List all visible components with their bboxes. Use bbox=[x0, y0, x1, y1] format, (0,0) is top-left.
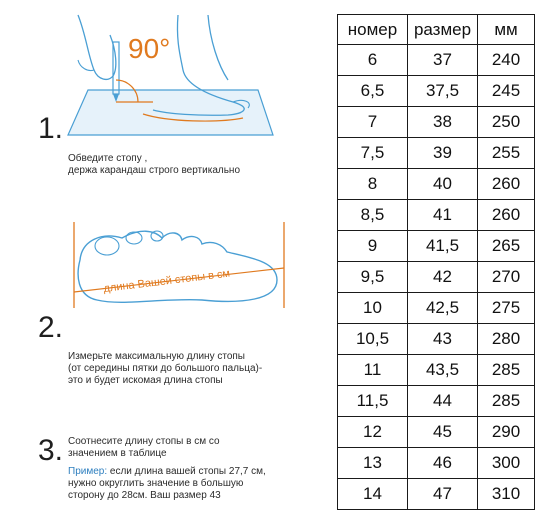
angle-label: 90° bbox=[128, 33, 171, 64]
example-label: Пример: bbox=[68, 466, 108, 477]
header-size: размер bbox=[408, 15, 478, 45]
cell-size: 41,5 bbox=[408, 231, 478, 262]
step-3-number: 3. bbox=[38, 434, 64, 467]
cell-number: 8 bbox=[338, 169, 408, 200]
cell-mm: 310 bbox=[478, 479, 535, 510]
cell-size: 38 bbox=[408, 107, 478, 138]
cell-number: 14 bbox=[338, 479, 408, 510]
cell-number: 11 bbox=[338, 355, 408, 386]
cell-size: 45 bbox=[408, 417, 478, 448]
table-row bbox=[338, 355, 535, 386]
foot-length-label: длина Вашей стопы в см bbox=[102, 267, 231, 295]
table-row bbox=[338, 138, 535, 169]
step-2-caption: Измерьте максимальную длину стопы (от середины пятки до большого пальца)- это и будет искомая длина стопы bbox=[68, 351, 263, 386]
cell-size: 41 bbox=[408, 200, 478, 231]
table-row bbox=[338, 231, 535, 262]
cell-mm: 265 bbox=[478, 231, 535, 262]
cell-number: 9 bbox=[338, 231, 408, 262]
table-row bbox=[338, 45, 535, 76]
table-row bbox=[338, 76, 535, 107]
cell-size: 39 bbox=[408, 138, 478, 169]
table-row bbox=[338, 200, 535, 231]
cell-number: 10,5 bbox=[338, 324, 408, 355]
table-row bbox=[338, 169, 535, 200]
table-row bbox=[338, 107, 535, 138]
cell-mm: 245 bbox=[478, 76, 535, 107]
cell-number: 6,5 bbox=[338, 76, 408, 107]
step-1-number: 1. bbox=[38, 112, 64, 145]
size-table bbox=[337, 14, 535, 510]
table-row bbox=[338, 479, 535, 510]
cell-mm: 255 bbox=[478, 138, 535, 169]
table-row bbox=[338, 324, 535, 355]
step-3-caption: Соотнесите длину стопы в см со значением в таблице bbox=[68, 436, 220, 459]
cell-number: 13 bbox=[338, 448, 408, 479]
cell-number: 6 bbox=[338, 45, 408, 76]
cell-mm: 300 bbox=[478, 448, 535, 479]
table-row bbox=[338, 262, 535, 293]
cell-mm: 285 bbox=[478, 355, 535, 386]
example-note: Пример: если длина вашей стопы 27,7 см, нужно округлить значение в большую сторону до 28см. Ваш размер 43 bbox=[68, 466, 266, 501]
cell-number: 10 bbox=[338, 293, 408, 324]
tracing-foot-illustration bbox=[58, 10, 288, 140]
cell-size: 42 bbox=[408, 262, 478, 293]
cell-mm: 285 bbox=[478, 386, 535, 417]
cell-number: 8,5 bbox=[338, 200, 408, 231]
header-number: номер bbox=[338, 15, 408, 45]
table-header-row bbox=[338, 15, 535, 45]
cell-number: 7 bbox=[338, 107, 408, 138]
cell-mm: 280 bbox=[478, 324, 535, 355]
cell-size: 37 bbox=[408, 45, 478, 76]
header-mm: мм bbox=[478, 15, 535, 45]
cell-size: 43,5 bbox=[408, 355, 478, 386]
cell-mm: 270 bbox=[478, 262, 535, 293]
table-row bbox=[338, 293, 535, 324]
cell-mm: 250 bbox=[478, 107, 535, 138]
cell-size: 37,5 bbox=[408, 76, 478, 107]
cell-mm: 275 bbox=[478, 293, 535, 324]
step-2-number: 2. bbox=[38, 311, 64, 344]
cell-size: 40 bbox=[408, 169, 478, 200]
cell-mm: 240 bbox=[478, 45, 535, 76]
cell-size: 43 bbox=[408, 324, 478, 355]
cell-number: 11,5 bbox=[338, 386, 408, 417]
cell-mm: 260 bbox=[478, 200, 535, 231]
cell-size: 44 bbox=[408, 386, 478, 417]
table-row bbox=[338, 417, 535, 448]
cell-size: 42,5 bbox=[408, 293, 478, 324]
cell-mm: 260 bbox=[478, 169, 535, 200]
cell-number: 12 bbox=[338, 417, 408, 448]
cell-size: 46 bbox=[408, 448, 478, 479]
table-row bbox=[338, 448, 535, 479]
cell-number: 7,5 bbox=[338, 138, 408, 169]
cell-size: 47 bbox=[408, 479, 478, 510]
table-row bbox=[338, 386, 535, 417]
cell-number: 9,5 bbox=[338, 262, 408, 293]
cell-mm: 290 bbox=[478, 417, 535, 448]
foot-length-illustration bbox=[62, 220, 292, 320]
step-1-caption: Обведите стопу , держа карандаш строго вертикально bbox=[68, 153, 241, 176]
